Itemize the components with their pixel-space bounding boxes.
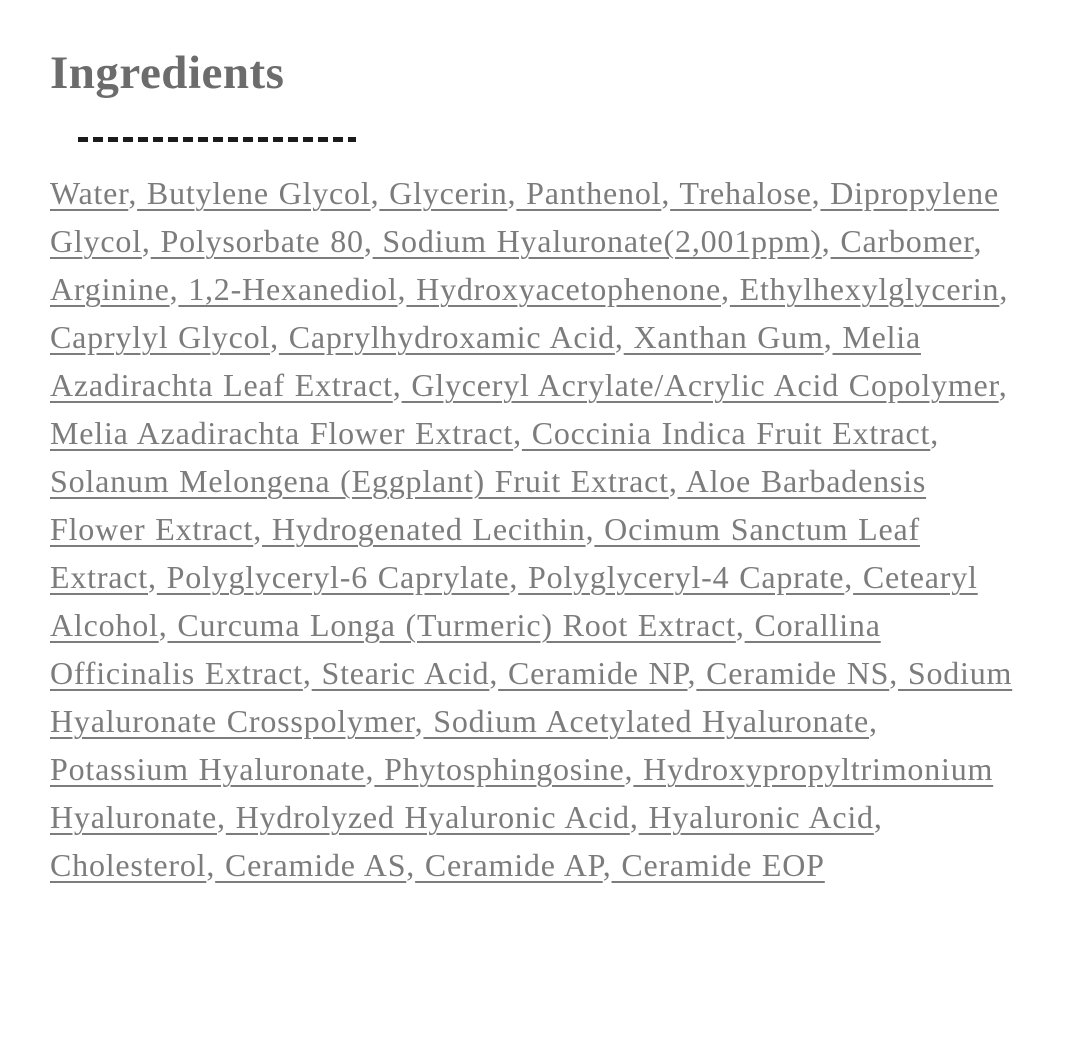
ingredient-link[interactable]: Sodium Hyaluronate Crosspolymer bbox=[50, 655, 1013, 739]
ingredient-link[interactable]: Water bbox=[50, 175, 129, 211]
ingredient-link[interactable]: Melia Azadirachta Flower Extract bbox=[50, 415, 514, 451]
ingredient-link[interactable]: Xanthan Gum bbox=[623, 319, 824, 355]
page-title: Ingredients bbox=[50, 47, 285, 99]
ingredients-list: Water, Butylene Glycol, Glycerin, Panthenol, Trehalose, Dipropylene Glycol, Polysorbate 80, Sodium Hyaluronate(2,001ppm), Carbomer, Arginine, 1,2-Hexanediol, Hydroxyacetophenone, Ethylhexylglycerin, Caprylyl Glycol, Caprylhydroxamic Acid, Xanthan Gum, Melia Azadirachta Leaf Extract, Glyceryl Acrylate/Acrylic Acid Copolymer, Melia Azadirachta Flower Extract, Coccinia Indica Fruit Extract, Solanum Melongena (Eggplant) Fruit Extract, Aloe Barbadensis Flower Extract, Hydrogenated Lecithin, Ocimum Sanctum Leaf Extract, Polyglyceryl-6 Caprylate, Polyglyceryl-4 Caprate, Cetearyl Alcohol, Curcuma Longa (Turmeric) Root Extract, Corallina Officinalis Extract, Stearic Acid, Ceramide NP, Ceramide NS, Sodium Hyaluronate Crosspolymer, Sodium Acetylated Hyaluronate, Potassium Hyaluronate, Phytosphingosine, Hydroxypropyltrimonium Hyaluronate, Hydrolyzed Hyaluronic Acid, Hyaluronic Acid, Cholesterol, Ceramide AS, Ceramide AP, Ceramide EOP bbox=[50, 175, 1013, 883]
ingredient-link[interactable]: Caprylhydroxamic Acid bbox=[278, 319, 615, 355]
ingredient-link[interactable]: Glyceryl Acrylate/Acrylic Acid Copolymer bbox=[401, 367, 999, 403]
ingredient-link[interactable]: 1,2-Hexanediol bbox=[178, 271, 398, 307]
ingredient-link[interactable]: Solanum Melongena (Eggplant) Fruit Extract bbox=[50, 463, 669, 499]
ingredient-link[interactable]: Potassium Hyaluronate bbox=[50, 751, 366, 787]
ingredient-link[interactable]: Ceramide AP bbox=[415, 847, 603, 883]
dashed-divider bbox=[78, 137, 356, 142]
ingredient-link[interactable]: Ceramide EOP bbox=[611, 847, 825, 883]
ingredient-link[interactable]: Caprylyl Glycol bbox=[50, 319, 271, 355]
ingredient-link[interactable]: Hydrogenated Lecithin bbox=[262, 511, 586, 547]
ingredient-link[interactable]: Panthenol bbox=[516, 175, 662, 211]
ingredient-link[interactable]: Polysorbate 80 bbox=[150, 223, 364, 259]
ingredient-link[interactable]: Phytosphingosine bbox=[374, 751, 625, 787]
ingredient-link[interactable]: Cetearyl Alcohol bbox=[50, 559, 978, 643]
ingredient-link[interactable]: Hydrolyzed Hyaluronic Acid bbox=[225, 799, 630, 835]
ingredient-link[interactable]: Coccinia Indica Fruit Extract bbox=[521, 415, 931, 451]
ingredient-link[interactable]: Aloe Barbadensis Flower Extract bbox=[50, 463, 927, 547]
ingredient-link[interactable]: Polyglyceryl-4 Caprate bbox=[518, 559, 845, 595]
ingredient-link[interactable]: Ceramide NS bbox=[696, 655, 890, 691]
ingredient-link[interactable]: Polyglyceryl-6 Caprylate bbox=[156, 559, 510, 595]
ingredient-link[interactable]: Glycerin bbox=[379, 175, 508, 211]
ingredient-link[interactable]: Trehalose bbox=[670, 175, 812, 211]
ingredient-link[interactable]: Hydroxyacetophenone bbox=[406, 271, 722, 307]
ingredient-link[interactable]: Sodium Acetylated Hyaluronate bbox=[423, 703, 869, 739]
ingredient-link[interactable]: Ethylhexylglycerin bbox=[729, 271, 1000, 307]
ingredient-link[interactable]: Hydroxypropyltrimonium Hyaluronate bbox=[50, 751, 994, 835]
ingredient-link[interactable]: Stearic Acid bbox=[311, 655, 490, 691]
ingredient-link[interactable]: Ceramide NP bbox=[498, 655, 688, 691]
ingredient-link[interactable]: Corallina Officinalis Extract bbox=[50, 607, 881, 691]
ingredient-link[interactable]: Melia Azadirachta Leaf Extract bbox=[50, 319, 921, 403]
ingredient-link[interactable]: Sodium Hyaluronate(2,001ppm) bbox=[372, 223, 822, 259]
ingredient-link[interactable]: Ceramide AS bbox=[215, 847, 407, 883]
ingredient-link[interactable]: Butylene Glycol bbox=[137, 175, 371, 211]
ingredient-link[interactable]: Ocimum Sanctum Leaf Extract bbox=[50, 511, 920, 595]
ingredient-link[interactable]: Dipropylene Glycol bbox=[50, 175, 999, 259]
ingredient-link[interactable]: Cholesterol bbox=[50, 847, 207, 883]
ingredient-link[interactable]: Carbomer bbox=[830, 223, 974, 259]
ingredient-link[interactable]: Arginine bbox=[50, 271, 170, 307]
ingredient-link[interactable]: Hyaluronic Acid bbox=[638, 799, 874, 835]
ingredient-link[interactable]: Curcuma Longa (Turmeric) Root Extract bbox=[167, 607, 736, 643]
